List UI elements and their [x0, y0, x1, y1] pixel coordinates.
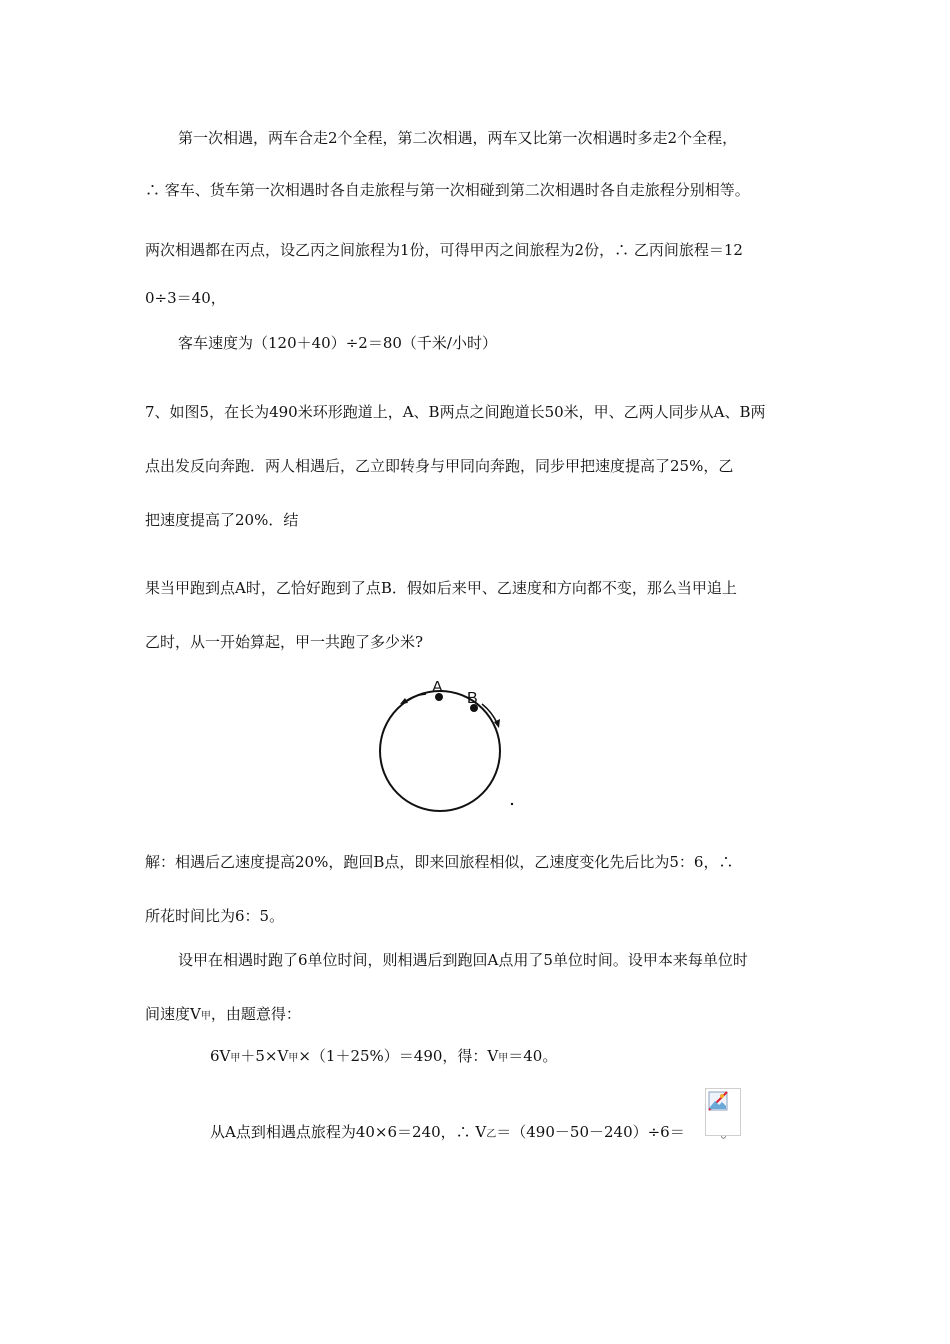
- subscript-jia: 甲: [200, 1011, 211, 1022]
- equation-2: [210, 1122, 736, 1145]
- circular-track-figure: [370, 676, 530, 826]
- label-b: B: [467, 690, 478, 707]
- paragraph-2: ∴ 客车、货车第一次相遇时各自走旅程与第一次相碰到第二次相遇时各自走旅程分别相等。: [145, 181, 750, 199]
- problem7-line-4: 果当甲跑到点A时，乙恰好跑到了点B．假如后来甲、乙速度和方向都不变，那么当甲追上: [145, 579, 737, 597]
- problem7-line-1: 7、如图5，在长为490米环形跑道上，A、B两点之间跑道长50米，甲、乙两人同步从A、B两: [145, 403, 766, 421]
- paragraph-1: 第一次相遇，两车合走2个全程，第二次相遇，两车又比第一次相遇时多走2个全程，: [178, 129, 738, 147]
- equation-1: [210, 1046, 557, 1069]
- eq1-part-b: ＋5×V: [240, 1047, 289, 1065]
- eq2-part-b: ＝（490－50－240）÷6＝: [496, 1123, 685, 1141]
- track-circle: [380, 691, 500, 811]
- eq1-part-d: ＝40。: [508, 1047, 558, 1065]
- paragraph-4: 客车速度为（120＋40）÷2＝80（千米/小时）: [178, 334, 497, 352]
- paragraph-3b: 0÷3＝40，: [145, 289, 226, 307]
- broken-image-placeholder: [705, 1088, 741, 1136]
- solution-line-4-rest: ，由题意得：: [210, 1005, 301, 1023]
- problem7-line-3: 把速度提高了20%．结: [145, 511, 299, 529]
- eq2-part-a: 从A点到相遇点旅程为40×6＝240，∴ V: [210, 1123, 487, 1141]
- paragraph-3a: 两次相遇都在丙点，设乙丙之间旅程为1份，可得甲丙之间旅程为2份，∴ 乙丙间旅程＝12: [145, 241, 743, 259]
- eq1-sub-1: 甲: [230, 1053, 241, 1064]
- eq1-sub-2: 甲: [288, 1053, 299, 1064]
- problem7-line-2: 点出发反向奔跑．两人相遇后，乙立即转身与甲同向奔跑，同步甲把速度提高了25%，乙: [145, 457, 734, 475]
- problem7-line-5: 乙时，从一开始算起，甲一共跑了多少米?: [145, 633, 424, 651]
- arrow-b-clockwise: [482, 704, 497, 723]
- solution-line-2: 所花时间比为6：5。: [145, 907, 285, 925]
- eq1-part-c: ×（1＋25%）＝490，得：V: [298, 1047, 499, 1065]
- solution-line-3: 设甲在相遇时跑了6单位时间，则相遇后到跑回A点用了5单位时间。设甲本来每单位时: [178, 951, 748, 969]
- eq1-part-a: 6V: [210, 1047, 231, 1065]
- arrow-a-head: [400, 698, 408, 704]
- label-a: A: [432, 679, 443, 696]
- broken-image-icon: [708, 1091, 728, 1111]
- solution-line-4: [145, 1004, 301, 1027]
- stray-dot: [511, 803, 513, 805]
- eq1-sub-3: 甲: [498, 1053, 509, 1064]
- speed-v-label: 间速度V: [145, 1005, 201, 1023]
- solution-line-1: 解：相遇后乙速度提高20%，跑回B点，即来回旅程相似，乙速度变化先后比为5：6，∴: [145, 853, 734, 871]
- eq2-sub: 乙: [486, 1129, 497, 1140]
